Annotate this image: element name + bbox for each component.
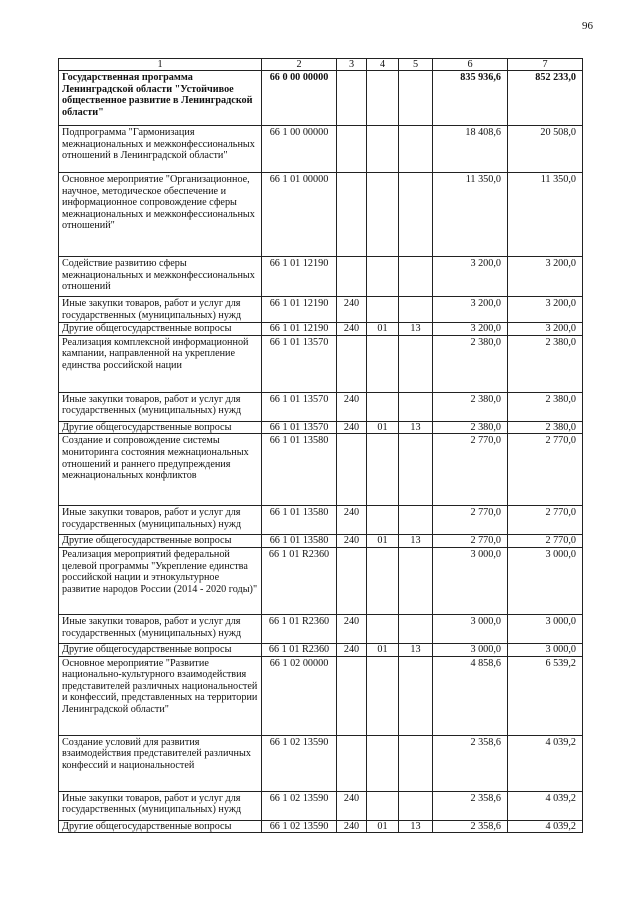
row-pr-cell xyxy=(399,257,433,297)
table-row xyxy=(59,735,583,791)
row-name-cell: Иные закупки товаров, работ и услуг для государственных (муниципальных) нужд xyxy=(59,297,262,323)
column-header: 1 xyxy=(59,59,262,71)
row-name-cell: Другие общегосударственные вопросы xyxy=(59,643,262,656)
row-pr-cell xyxy=(399,126,433,173)
row-name-cell: Иные закупки товаров, работ и услуг для государственных (муниципальных) нужд xyxy=(59,791,262,820)
table-row xyxy=(59,506,583,535)
table-row xyxy=(59,535,583,548)
row-pr-cell xyxy=(399,656,433,735)
row-code-cell: 66 1 01 13580 xyxy=(262,506,337,535)
table-row xyxy=(59,323,583,336)
row-vr-cell xyxy=(337,735,367,791)
row-pr-cell xyxy=(399,735,433,791)
column-header: 3 xyxy=(337,59,367,71)
row-code-cell: 66 1 00 00000 xyxy=(262,126,337,173)
row-amount-2020-cell: 4 039,2 xyxy=(508,791,583,820)
row-code-cell: 66 1 01 00000 xyxy=(262,173,337,257)
row-rz-cell: 01 xyxy=(367,421,399,434)
row-code-cell: 66 1 01 13570 xyxy=(262,421,337,434)
row-name-cell: Государственная программа Ленинградской области "Устойчивое общественное развитие в Ленинградской области" xyxy=(59,71,262,126)
row-pr-cell xyxy=(399,506,433,535)
row-amount-2019-cell: 2 770,0 xyxy=(433,506,508,535)
table-row xyxy=(59,335,583,392)
row-name-cell: Другие общегосударственные вопросы xyxy=(59,820,262,833)
row-name-cell: Основное мероприятие "Развитие национально-культурного взаимодействия представителей различных национальностей и конфессий, представленных на территории Ленинградской области" xyxy=(59,656,262,735)
row-rz-cell xyxy=(367,71,399,126)
row-name-cell: Другие общегосударственные вопросы xyxy=(59,535,262,548)
row-vr-cell: 240 xyxy=(337,643,367,656)
row-amount-2020-cell: 3 000,0 xyxy=(508,547,583,614)
row-amount-2020-cell: 4 039,2 xyxy=(508,735,583,791)
table-row xyxy=(59,173,583,257)
row-amount-2020-cell: 20 508,0 xyxy=(508,126,583,173)
row-name-cell: Реализация мероприятий федеральной целевой программы "Укрепление единства российской нации и этнокультурное развитие народов России (2014 - 2020 годы)" xyxy=(59,547,262,614)
row-amount-2019-cell: 3 000,0 xyxy=(433,643,508,656)
row-amount-2019-cell: 835 936,6 xyxy=(433,71,508,126)
row-amount-2019-cell: 2 380,0 xyxy=(433,335,508,392)
row-vr-cell: 240 xyxy=(337,392,367,421)
row-pr-cell xyxy=(399,173,433,257)
row-amount-2020-cell: 2 770,0 xyxy=(508,535,583,548)
table-row xyxy=(59,126,583,173)
table-row xyxy=(59,71,583,126)
row-code-cell: 66 1 02 13590 xyxy=(262,735,337,791)
row-name-cell: Иные закупки товаров, работ и услуг для государственных (муниципальных) нужд xyxy=(59,614,262,643)
row-amount-2019-cell: 2 770,0 xyxy=(433,535,508,548)
table-row xyxy=(59,421,583,434)
row-rz-cell xyxy=(367,791,399,820)
table-row xyxy=(59,614,583,643)
table-row xyxy=(59,392,583,421)
row-vr-cell xyxy=(337,656,367,735)
row-amount-2020-cell: 2 380,0 xyxy=(508,335,583,392)
row-amount-2019-cell: 2 358,6 xyxy=(433,735,508,791)
row-amount-2019-cell: 11 350,0 xyxy=(433,173,508,257)
row-rz-cell xyxy=(367,434,399,506)
row-code-cell: 66 1 01 12190 xyxy=(262,257,337,297)
row-code-cell: 66 1 01 R2360 xyxy=(262,547,337,614)
row-amount-2020-cell: 2 770,0 xyxy=(508,506,583,535)
row-code-cell: 66 1 01 12190 xyxy=(262,323,337,336)
row-amount-2020-cell: 4 039,2 xyxy=(508,820,583,833)
table-row xyxy=(59,643,583,656)
row-vr-cell: 240 xyxy=(337,820,367,833)
row-rz-cell xyxy=(367,547,399,614)
row-amount-2020-cell: 3 000,0 xyxy=(508,643,583,656)
row-pr-cell xyxy=(399,335,433,392)
table-row xyxy=(59,791,583,820)
row-pr-cell xyxy=(399,434,433,506)
row-pr-cell: 13 xyxy=(399,643,433,656)
row-vr-cell xyxy=(337,126,367,173)
row-code-cell: 66 1 02 13590 xyxy=(262,791,337,820)
row-amount-2019-cell: 2 380,0 xyxy=(433,421,508,434)
row-rz-cell xyxy=(367,656,399,735)
row-vr-cell xyxy=(337,257,367,297)
row-pr-cell xyxy=(399,614,433,643)
row-rz-cell: 01 xyxy=(367,535,399,548)
column-header: 4 xyxy=(367,59,399,71)
row-rz-cell xyxy=(367,614,399,643)
row-vr-cell: 240 xyxy=(337,506,367,535)
table-row xyxy=(59,434,583,506)
row-vr-cell: 240 xyxy=(337,323,367,336)
row-name-cell: Основное мероприятие "Организационное, научное, методическое обеспечение и информационное сопровождение сферы межнациональных и межконфессиональных отношений" xyxy=(59,173,262,257)
table-row xyxy=(59,257,583,297)
row-code-cell: 66 1 01 13570 xyxy=(262,392,337,421)
row-pr-cell: 13 xyxy=(399,535,433,548)
row-amount-2020-cell: 2 380,0 xyxy=(508,392,583,421)
row-name-cell: Подпрограмма "Гармонизация межнациональных и межконфессиональных отношений в Ленинградской области" xyxy=(59,126,262,173)
row-vr-cell xyxy=(337,335,367,392)
row-name-cell: Иные закупки товаров, работ и услуг для государственных (муниципальных) нужд xyxy=(59,506,262,535)
row-amount-2020-cell: 3 200,0 xyxy=(508,323,583,336)
row-vr-cell xyxy=(337,71,367,126)
row-amount-2019-cell: 2 380,0 xyxy=(433,392,508,421)
row-rz-cell xyxy=(367,506,399,535)
table-row xyxy=(59,297,583,323)
row-vr-cell: 240 xyxy=(337,614,367,643)
row-pr-cell: 13 xyxy=(399,421,433,434)
row-pr-cell: 13 xyxy=(399,323,433,336)
row-vr-cell: 240 xyxy=(337,297,367,323)
page-number: 96 xyxy=(582,20,593,32)
row-rz-cell xyxy=(367,392,399,421)
row-amount-2020-cell: 852 233,0 xyxy=(508,71,583,126)
row-amount-2020-cell: 2 770,0 xyxy=(508,434,583,506)
row-vr-cell xyxy=(337,434,367,506)
table-row xyxy=(59,547,583,614)
table-row xyxy=(59,820,583,833)
row-code-cell: 66 1 01 13580 xyxy=(262,434,337,506)
row-name-cell: Иные закупки товаров, работ и услуг для государственных (муниципальных) нужд xyxy=(59,392,262,421)
budget-table xyxy=(58,58,583,833)
row-amount-2020-cell: 6 539,2 xyxy=(508,656,583,735)
row-code-cell: 66 1 02 13590 xyxy=(262,820,337,833)
row-name-cell: Другие общегосударственные вопросы xyxy=(59,421,262,434)
row-name-cell: Другие общегосударственные вопросы xyxy=(59,323,262,336)
column-header: 5 xyxy=(399,59,433,71)
row-pr-cell xyxy=(399,297,433,323)
row-amount-2019-cell: 3 000,0 xyxy=(433,547,508,614)
row-rz-cell xyxy=(367,257,399,297)
row-amount-2019-cell: 18 408,6 xyxy=(433,126,508,173)
row-name-cell: Создание и сопровождение системы мониторинга состояния межнациональных отношений и раннего предупреждения межнациональных конфликтов xyxy=(59,434,262,506)
row-code-cell: 66 1 01 R2360 xyxy=(262,614,337,643)
table-body xyxy=(59,59,583,833)
row-name-cell: Реализация комплексной информационной кампании, направленной на укрепление единства российской нации xyxy=(59,335,262,392)
row-code-cell: 66 1 01 12190 xyxy=(262,297,337,323)
row-amount-2020-cell: 11 350,0 xyxy=(508,173,583,257)
column-header: 7 xyxy=(508,59,583,71)
row-rz-cell xyxy=(367,173,399,257)
row-amount-2019-cell: 3 200,0 xyxy=(433,297,508,323)
row-code-cell: 66 1 01 13570 xyxy=(262,335,337,392)
row-amount-2019-cell: 3 000,0 xyxy=(433,614,508,643)
row-amount-2020-cell: 3 000,0 xyxy=(508,614,583,643)
row-amount-2019-cell: 3 200,0 xyxy=(433,257,508,297)
row-amount-2019-cell: 2 358,6 xyxy=(433,820,508,833)
row-vr-cell: 240 xyxy=(337,421,367,434)
row-rz-cell xyxy=(367,126,399,173)
row-vr-cell xyxy=(337,547,367,614)
table-row xyxy=(59,656,583,735)
row-amount-2019-cell: 2 358,6 xyxy=(433,791,508,820)
row-rz-cell xyxy=(367,297,399,323)
row-code-cell: 66 1 02 00000 xyxy=(262,656,337,735)
row-amount-2020-cell: 3 200,0 xyxy=(508,297,583,323)
row-vr-cell xyxy=(337,173,367,257)
row-name-cell: Создание условий для развития взаимодействия представителей различных конфессий и национальностей xyxy=(59,735,262,791)
column-header: 2 xyxy=(262,59,337,71)
row-pr-cell: 13 xyxy=(399,820,433,833)
row-pr-cell xyxy=(399,392,433,421)
row-pr-cell xyxy=(399,71,433,126)
row-vr-cell: 240 xyxy=(337,791,367,820)
column-header: 6 xyxy=(433,59,508,71)
column-header-row xyxy=(59,59,583,71)
row-rz-cell: 01 xyxy=(367,323,399,336)
row-amount-2019-cell: 3 200,0 xyxy=(433,323,508,336)
row-amount-2019-cell: 2 770,0 xyxy=(433,434,508,506)
row-vr-cell: 240 xyxy=(337,535,367,548)
row-pr-cell xyxy=(399,547,433,614)
row-rz-cell: 01 xyxy=(367,820,399,833)
row-rz-cell: 01 xyxy=(367,643,399,656)
row-code-cell: 66 1 01 R2360 xyxy=(262,643,337,656)
row-code-cell: 66 0 00 00000 xyxy=(262,71,337,126)
row-code-cell: 66 1 01 13580 xyxy=(262,535,337,548)
row-name-cell: Содействие развитию сферы межнациональных и межконфессиональных отношений xyxy=(59,257,262,297)
row-pr-cell xyxy=(399,791,433,820)
row-amount-2020-cell: 3 200,0 xyxy=(508,257,583,297)
row-rz-cell xyxy=(367,735,399,791)
row-amount-2020-cell: 2 380,0 xyxy=(508,421,583,434)
row-rz-cell xyxy=(367,335,399,392)
row-amount-2019-cell: 4 858,6 xyxy=(433,656,508,735)
